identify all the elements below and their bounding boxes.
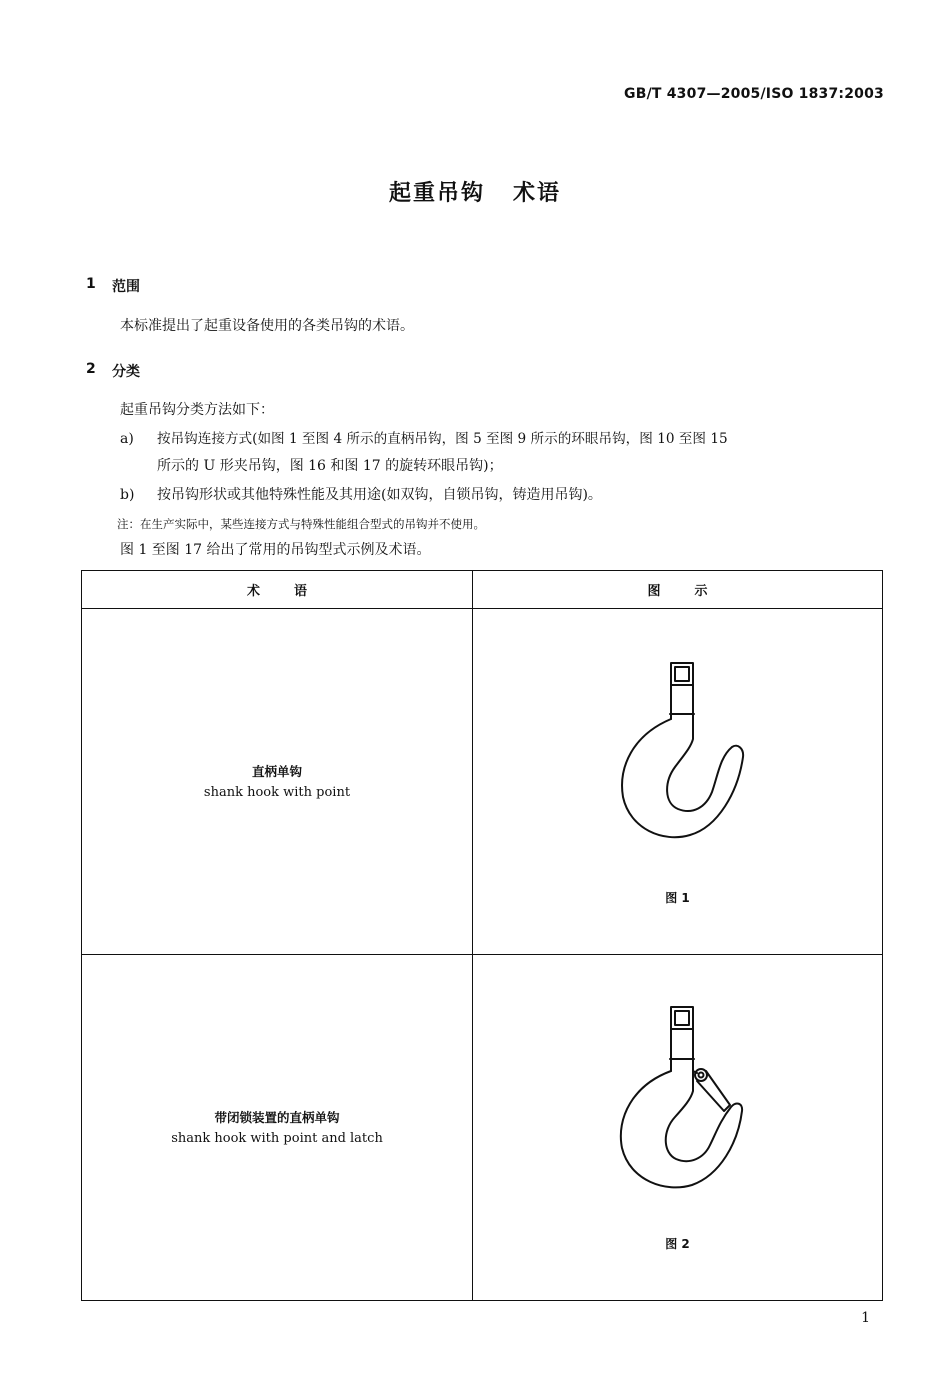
header-term bbox=[82, 571, 473, 609]
header-term-char-2: 语 bbox=[294, 584, 308, 599]
item-a-line-2: 所示的 U 形夹吊钩，图 16 和图 17 的旋转环眼吊钩)； bbox=[157, 458, 503, 474]
title-part-1: 起重吊钩 bbox=[388, 181, 485, 206]
title-part-2: 术语 bbox=[513, 181, 562, 206]
page-number: 1 bbox=[861, 1310, 870, 1326]
page-title bbox=[0, 176, 950, 207]
note: 注：在生产实际中，某些连接方式与特殊性能组合型式的吊钩并不使用。 bbox=[117, 517, 485, 531]
section-1-title: 范围 bbox=[112, 279, 140, 295]
scope-paragraph: 本标准提出了起重设备使用的各类吊钩的术语。 bbox=[120, 318, 414, 334]
header-figure-char-1: 图 bbox=[647, 584, 661, 599]
term-zh-2: 带闭锁装置的直柄单钩 bbox=[214, 1109, 340, 1125]
figure-cell-1 bbox=[473, 609, 883, 955]
figure-cell-2 bbox=[473, 955, 883, 1301]
header-figure bbox=[473, 571, 883, 609]
header-figure-char-2: 示 bbox=[694, 584, 708, 599]
shank-hook-figure-1 bbox=[578, 657, 778, 887]
classification-intro: 起重吊钩分类方法如下： bbox=[120, 402, 274, 418]
table-row bbox=[82, 609, 883, 955]
table-row bbox=[82, 955, 883, 1301]
terms-table bbox=[81, 570, 883, 1301]
term-cell-1 bbox=[82, 609, 473, 955]
item-b-marker: b) bbox=[120, 487, 135, 503]
item-b-text: 按吊钩形状或其他特殊性能及其用途(如双钩，自锁吊钩，铸造用吊钩)。 bbox=[157, 487, 602, 503]
figures-intro: 图 1 至图 17 给出了常用的吊钩型式示例及术语。 bbox=[120, 542, 431, 558]
section-1-number: 1 bbox=[86, 276, 96, 292]
term-en-1: shank hook with point bbox=[203, 784, 351, 800]
item-a-marker: a) bbox=[120, 431, 134, 447]
header-term-char-1: 术 bbox=[246, 584, 260, 599]
table-header-row bbox=[82, 571, 883, 609]
section-2-number: 2 bbox=[86, 361, 96, 377]
section-2-title: 分类 bbox=[112, 364, 140, 380]
term-cell-2 bbox=[82, 955, 473, 1301]
item-a-line-1: 按吊钩连接方式(如图 1 至图 4 所示的直柄吊钩，图 5 至图 9 所示的环眼吊钩，图 10 至图 15 bbox=[157, 431, 728, 447]
term-en-2: shank hook with point and latch bbox=[171, 1130, 383, 1146]
standard-code: GB/T 4307—2005/ISO 1837:2003 bbox=[624, 86, 884, 102]
shank-hook-latch-figure-2 bbox=[578, 1003, 778, 1233]
term-zh-1: 直柄单钩 bbox=[251, 763, 302, 779]
figure-label-1: 图 1 bbox=[665, 891, 690, 905]
figure-label-2: 图 2 bbox=[665, 1237, 690, 1251]
